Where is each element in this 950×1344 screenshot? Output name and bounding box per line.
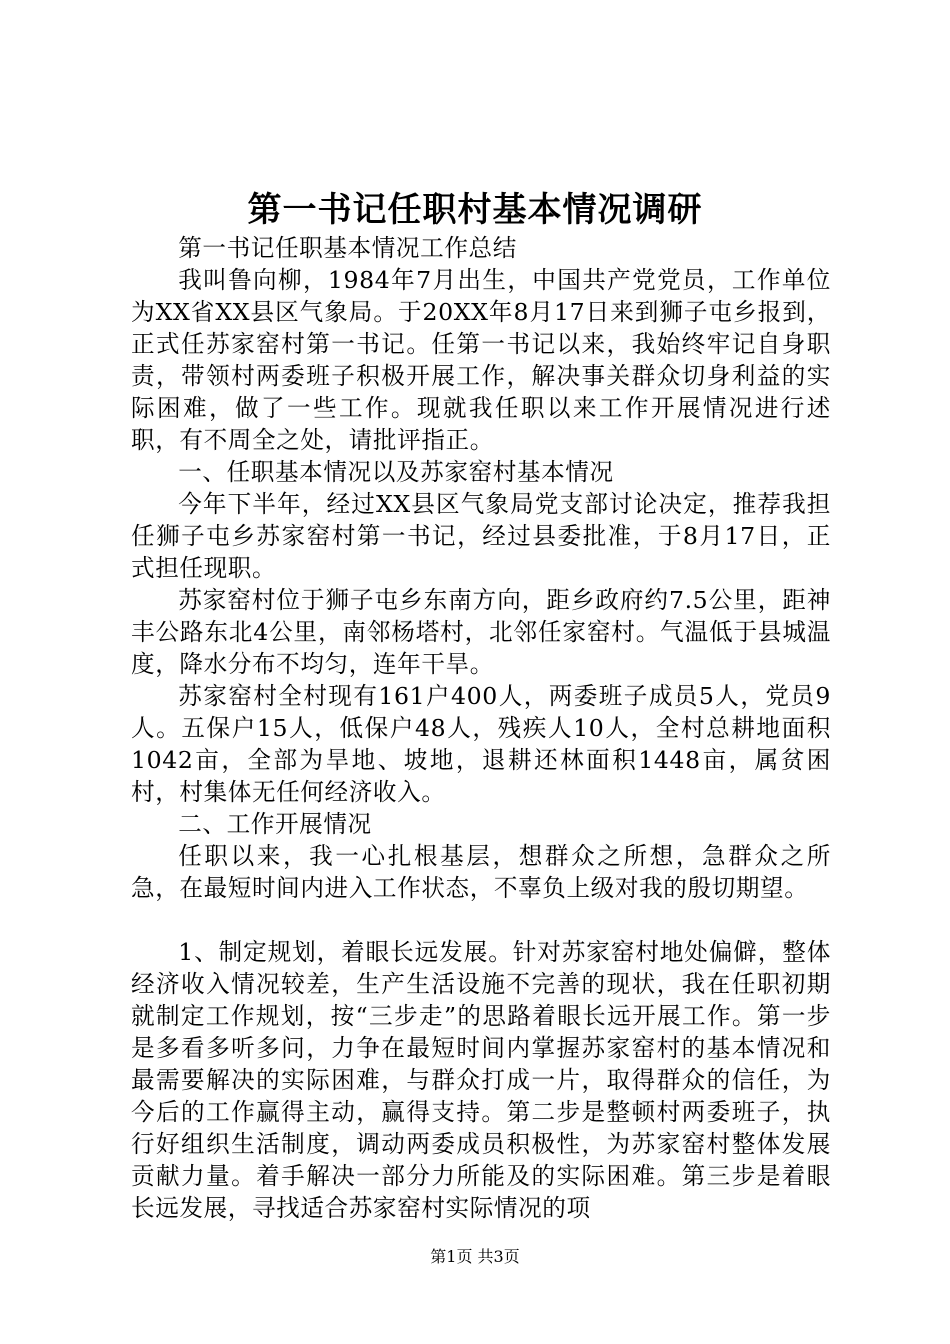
paragraph-appointment: 今年下半年，经过XX县区气象局党支部讨论决定，推荐我担任狮子屯乡苏家窑村第一书记，经过县委批准，于8月17日，正式担任现职。 [131, 490, 831, 582]
page-footer: 第1页 共3页 [430, 1247, 520, 1266]
section-heading-1: 一、任职基本情况以及苏家窑村基本情况 [178, 458, 614, 486]
section-heading-2: 二、工作开展情况 [178, 810, 372, 838]
paragraph-intro: 我叫鲁向柳，1984年7月出生，中国共产党党员，工作单位为XX省XX县区气象局。于20XX年8月17日来到狮子屯乡报到，正式任苏家窑村第一书记。任第一书记以来，我始终牢记自身职责，带领村两委班子积极开展工作，解决事关群众切身利益的实际困难，做了一些工作。现就我任职以来工作开展情况进行述职，有不周全之处，请批评指正。 [131, 266, 831, 454]
document-body [131, 232, 831, 1224]
paragraph-subtitle: 第一书记任职基本情况工作总结 [178, 234, 517, 262]
paragraph-work-attitude: 任职以来，我一心扎根基层，想群众之所想，急群众之所急，在最短时间内进入工作状态，不辜负上级对我的殷切期望。 [131, 842, 831, 902]
paragraph-village-location: 苏家窑村位于狮子屯乡东南方向，距乡政府约7.5公里，距神丰公路东北4公里，南邻杨塔村，北邻任家窑村。气温低于县城温度，降水分布不均匀，连年干旱。 [131, 586, 831, 678]
paragraph-planning: 1、制定规划，着眼长远发展。针对苏家窑村地处偏僻，整体经济收入情况较差，生产生活设施不完善的现状，我在任职初期就制定工作规划，按“三步走”的思路着眼长远开展工作。第一步是多看多听多问，力争在最短时间内掌握苏家窑村的基本情况和最需要解决的实际困难，与群众打成一片，取得群众的信任，为今后的工作赢得主动，赢得支持。第二步是整顿村两委班子，执行好组织生活制度，调动两委成员积极性，为苏家窑村整体发展贡献力量。着手解决一部分力所能及的实际困难。第三步是着眼长远发展，寻找适合苏家窑村实际情况的项 [131, 938, 831, 1222]
paragraph-village-population: 苏家窑村全村现有161户400人，两委班子成员5人，党员9人。五保户15人，低保户48人，残疾人10人，全村总耕地面积1042亩，全部为旱地、坡地，退耕还林面积1448亩，属贫困村，村集体无任何经济收入。 [131, 682, 831, 806]
document-title: 第一书记任职村基本情况调研 [247, 190, 703, 230]
